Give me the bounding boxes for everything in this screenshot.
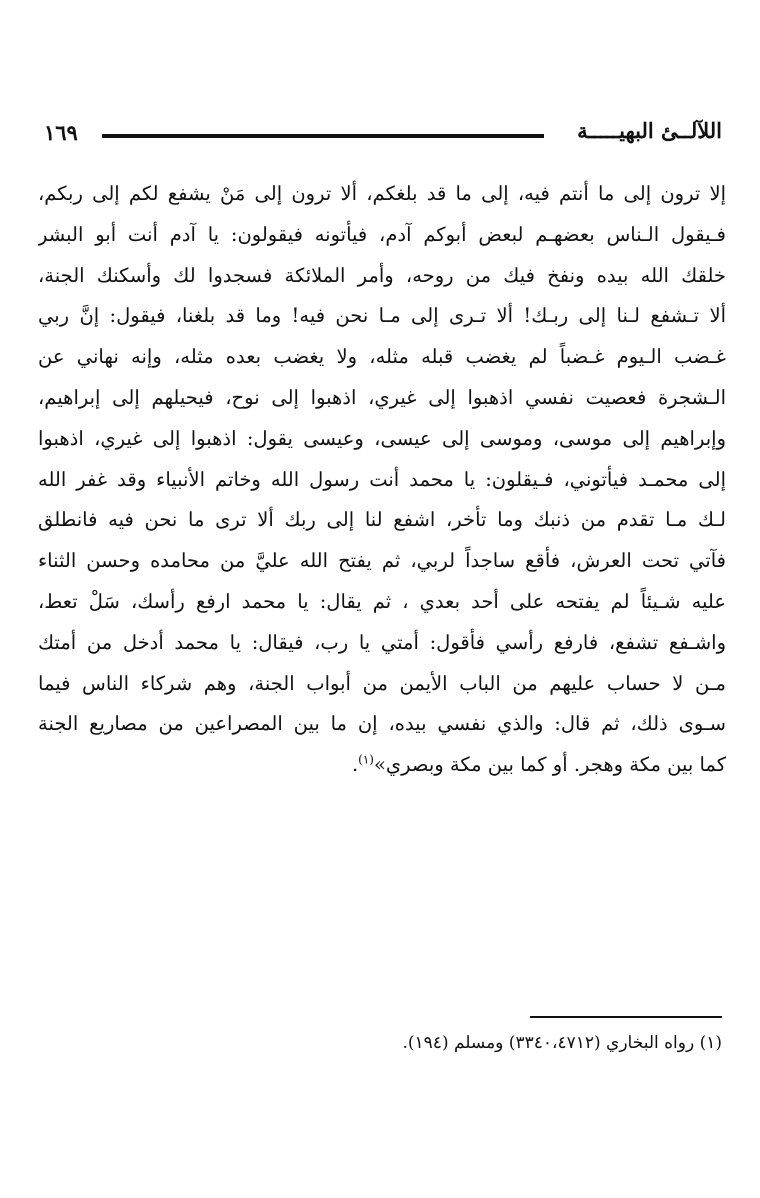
text-line: غـضب الـيوم غـضباً لم يغضب قبله مثله، ولا يغضب بعده مثله، وإنه نهاني عن [38,345,726,369]
text-line: عليه شـيئاً لم يفتحه على أحد بعدي ، ثم يقال: يا محمد ارفع رأسك، سَلْ تعط، [38,589,726,613]
text-line: مـن لا حساب عليهم من الباب الأيمن من أبواب الجنة، وهم شركاء الناس فيما [38,671,726,695]
text-line: خلقك الله بيده ونفخ فيك من روحه، وأمر الملائكة فسجدوا لك وأسكنك الجنة، [38,263,726,287]
book-title: اللآلــئ البهيـــــة [577,118,722,143]
running-header [44,118,722,152]
text-line: الـشجرة فعصيت نفسي اذهبوا إلى غيري، اذهبوا إلى نوح، فيحيلهم إلى إبراهيم، [38,385,726,409]
page-number: ١٦٩ [44,120,78,145]
header-rule [102,134,544,138]
text-line: إلى محمـد فيأتوني، فـيقلون: يا محمد أنت رسول الله وخاتم الأنبياء وقد غفر الله [38,467,726,491]
text-line: إلا ترون إلى ما أنتم فيه، إلى ما قد بلغكم، ألا ترون إلى مَنْ يشفع لكم إلى ربكم، [38,182,726,205]
text-line: فـيقول الـناس بعضهـم لبعض أبوكم آدم، فيأتونه فيقولون: يا آدم أنت أبو البشر [38,222,726,246]
body-text [38,174,726,786]
text-line: كما بين مكة وهجر. أو كما بين مكة وبصري» [373,753,726,777]
text-line: واشـفع تشفع، فارفع رأسي فأقول: أمتي يا رب، فيقال: يا محمد أدخل من أمتك [38,630,726,654]
footnote-reference[interactable]: (١) [358,752,374,767]
text-line: لـك مـا تقدم من ذنبك وما تأخر، اشفع لنا إلى ربك ألا ترى ما نحن فيه فانطلق [38,508,726,532]
text-line: وإبراهيم إلى موسى، وموسى إلى عيسى، وعيسى يقول: اذهبوا إلى غيري، اذهبوا [38,426,726,450]
text-line: ألا تـشفع لـنا إلى ربـك! ألا تـرى إلى مـا نحن فيه! وما قد بلغنا، فيقول: إنَّ ربي [38,304,726,328]
text-line: سـوى ذلك، ثم قال: والذي نفسي بيده، إن ما بين المصراعين من مصاريع الجنة [38,712,726,736]
footnote: (١) رواه البخاري (٣٣٤٠،٤٧١٢) ومسلم (١٩٤). [402,1033,722,1053]
footnote-separator [530,1016,722,1018]
final-text-line [38,745,726,786]
text-line: فآتي تحت العرش، فأقع ساجداً لربي، ثم يفتح الله عليَّ من محامده وحسن الثناء [38,549,726,573]
final-period: . [351,753,359,777]
